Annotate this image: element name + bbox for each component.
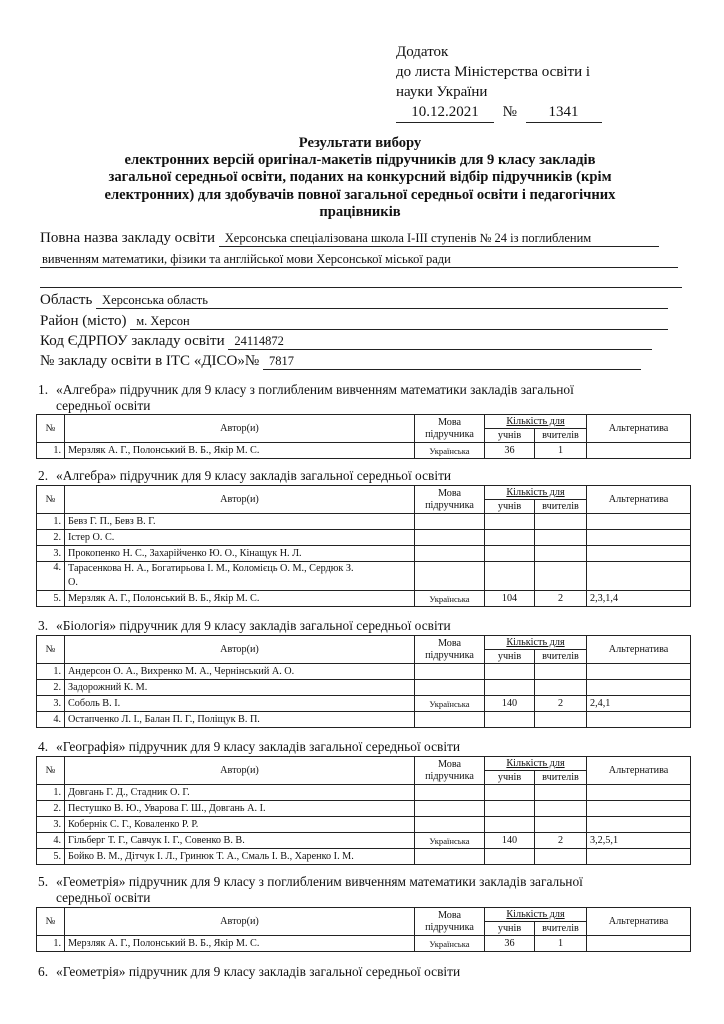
title-line: загальної середньої освіти, поданих на конкурсний відбір підручників (крім	[108, 169, 612, 186]
row-alt: 3,2,5,1	[587, 833, 691, 849]
table-row: 4. Тарасенкова Н. А., Богатирьова І. М., Коломієць О. М., Сердюк З. О.	[37, 562, 691, 591]
district-label: Район (місто)	[40, 313, 127, 329]
row-alt: 2,3,1,4	[587, 591, 691, 607]
annex-line: Додаток	[396, 44, 449, 60]
blank-line	[40, 287, 682, 288]
region-value: Херсонська область	[96, 293, 668, 309]
header-students: учнів	[485, 922, 535, 936]
table-row: 3. Кобернік С. Г., Коваленко Р. Р.	[37, 817, 691, 833]
table-row	[37, 936, 691, 952]
header-author: Автор(и)	[65, 636, 415, 664]
row-lang: Українська	[415, 833, 485, 849]
row-teachers: 1	[535, 936, 587, 952]
header-lang: Мова підручника	[415, 908, 485, 936]
annex-block	[396, 42, 602, 123]
table-row: 1. Андерсон О. А., Вихренко М. А., Чернінський А. О.	[37, 664, 691, 680]
school-name-label: Повна назва закладу освіти	[40, 230, 216, 246]
row-teachers: 2	[535, 591, 587, 607]
section-number: 6.	[38, 964, 49, 979]
header-teachers: вчителів	[535, 429, 587, 443]
section-number: 2.	[38, 468, 49, 483]
annex-date-number	[396, 102, 602, 123]
row-no: 1.	[37, 443, 65, 459]
region-field	[40, 292, 668, 309]
row-students: 36	[485, 443, 535, 459]
header-author: Автор(и)	[65, 415, 415, 443]
row-author: Соболь В. І.	[65, 696, 415, 712]
row-author: Тарасенкова Н. А., Богатирьова І. М., Коломієць О. М., Сердюк З. О.	[65, 562, 415, 591]
document-title	[40, 135, 680, 221]
row-lang: Українська	[415, 591, 485, 607]
header-no: №	[37, 757, 65, 785]
section-title-text: «Геометрія» підручник для 9 класу закладів загальної середньої освіти	[56, 964, 461, 979]
textbook-table	[36, 485, 691, 607]
annex-number: 1341	[526, 102, 602, 123]
section-title-text: «Біологія» підручник для 9 класу закладів загальної середньої освіти	[56, 618, 451, 633]
school-name-field	[40, 230, 659, 247]
row-author: Мерзляк А. Г., Полонський В. Б., Якір М. С.	[65, 591, 415, 607]
row-students: 36	[485, 936, 535, 952]
row-author: Бойко В. М., Дітчук І. Л., Гринюк Т. А., Смаль І. В., Харенко І. М.	[65, 849, 415, 865]
section-title	[38, 964, 688, 980]
header-qty: Кількість для	[485, 757, 587, 771]
section-title-text: «Географія» підручник для 9 класу закладів загальної середньої освіти	[56, 739, 461, 754]
region-label: Область	[40, 292, 93, 308]
annex-line: до листа Міністерства освіти і	[396, 64, 591, 80]
table-row: 3. Прокопенко Н. С., Захарійченко Ю. О., Кінащук Н. Л.	[37, 546, 691, 562]
row-author: Довгань Г. Д., Стадник О. Г.	[65, 785, 415, 801]
section-title	[38, 739, 688, 755]
row-alt: 2,4,1	[587, 696, 691, 712]
header-lang: Мова підручника	[415, 757, 485, 785]
table-row: 4. Остапченко Л. І., Балан П. Г., Поліщук В. П.	[37, 712, 691, 728]
row-author: Істер О. С.	[65, 530, 415, 546]
section-title	[38, 468, 688, 484]
row-author: Мерзляк А. Г., Полонський В. Б., Якір М. С.	[65, 443, 415, 459]
district-field	[40, 313, 668, 330]
title-line: електронних версій оригінал-макетів підручників для 9 класу закладів	[124, 152, 596, 169]
header-teachers: вчителів	[535, 922, 587, 936]
annex-date: 10.12.2021	[396, 102, 494, 123]
table-row: 4. Гільберг Т. Г., Савчук І. Г., Совенко В. В. Українська 140 2 3,2,5,1	[37, 833, 691, 849]
table-row	[37, 443, 691, 459]
header-author: Автор(и)	[65, 908, 415, 936]
school-name-field-2	[40, 251, 678, 268]
header-no: №	[37, 415, 65, 443]
annex-no-label: №	[502, 104, 517, 120]
section-title-text: «Алгебра» підручник для 9 класу закладів загальної середньої освіти	[56, 468, 452, 483]
row-author: Мерзляк А. Г., Полонський В. Б., Якір М. С.	[65, 936, 415, 952]
row-alt	[587, 443, 691, 459]
table-row: 1. Довгань Г. Д., Стадник О. Г.	[37, 785, 691, 801]
section-number: 5.	[38, 874, 49, 889]
table-row: 3. Соболь В. І. Українська 140 2 2,4,1	[37, 696, 691, 712]
row-author: Остапченко Л. І., Балан П. Г., Поліщук В. П.	[65, 712, 415, 728]
row-author: Андерсон О. А., Вихренко М. А., Чернінський А. О.	[65, 664, 415, 680]
header-no: №	[37, 636, 65, 664]
textbook-table	[36, 414, 691, 459]
title-line: Результати вибору	[298, 135, 422, 151]
row-lang: Українська	[415, 443, 485, 459]
section-number: 3.	[38, 618, 49, 633]
row-students: 140	[485, 696, 535, 712]
table-row: 2. Задорожний К. М.	[37, 680, 691, 696]
row-students: 140	[485, 833, 535, 849]
row-teachers: 2	[535, 696, 587, 712]
header-qty: Кількість для	[485, 415, 587, 429]
row-author: Прокопенко Н. С., Захарійченко Ю. О., Кінащук Н. Л.	[65, 546, 415, 562]
header-teachers: вчителів	[535, 500, 587, 514]
textbook-table	[36, 635, 691, 728]
header-alt: Альтернатива	[587, 636, 691, 664]
header-alt: Альтернатива	[587, 415, 691, 443]
edrpou-value: 24114872	[228, 334, 652, 350]
header-qty: Кількість для	[485, 636, 587, 650]
header-no: №	[37, 908, 65, 936]
header-alt: Альтернатива	[587, 908, 691, 936]
row-students: 104	[485, 591, 535, 607]
textbook-table	[36, 756, 691, 865]
header-qty: Кількість для	[485, 486, 587, 500]
row-alt	[587, 936, 691, 952]
row-teachers: 1	[535, 443, 587, 459]
row-author: Бевз Г. П., Бевз В. Г.	[65, 514, 415, 530]
section-title	[38, 382, 688, 414]
row-author: Пестушко В. Ю., Уварова Г. Ш., Довгань А. І.	[65, 801, 415, 817]
row-lang: Українська	[415, 696, 485, 712]
header-author: Автор(и)	[65, 757, 415, 785]
row-no: 1.	[37, 936, 65, 952]
table-row: 1. Бевз Г. П., Бевз В. Г.	[37, 514, 691, 530]
itc-value: 7817	[263, 354, 641, 370]
header-qty: Кількість для	[485, 908, 587, 922]
section-title	[38, 874, 688, 906]
school-name-value: Херсонська спеціалізована школа І-ІІІ ступенів № 24 із поглибленим	[219, 231, 659, 247]
table-row: 5. Бойко В. М., Дітчук І. Л., Гринюк Т. А., Смаль І. В., Харенко І. М.	[37, 849, 691, 865]
header-teachers: вчителів	[535, 771, 587, 785]
section-title-text-2: середньої освіти	[56, 398, 151, 413]
district-value: м. Херсон	[130, 314, 668, 330]
header-alt: Альтернатива	[587, 486, 691, 514]
row-author: Задорожний К. М.	[65, 680, 415, 696]
row-teachers: 2	[535, 833, 587, 849]
table-row: 2. Пестушко В. Ю., Уварова Г. Ш., Довгань А. І.	[37, 801, 691, 817]
section-number: 4.	[38, 739, 49, 754]
annex-line: науки України	[396, 84, 488, 100]
header-author: Автор(и)	[65, 486, 415, 514]
header-lang: Мова підручника	[415, 415, 485, 443]
header-teachers: вчителів	[535, 650, 587, 664]
header-students: учнів	[485, 429, 535, 443]
table-row: 5. Мерзляк А. Г., Полонський В. Б., Якір М. С. Українська 104 2 2,3,1,4	[37, 591, 691, 607]
edrpou-label: Код ЄДРПОУ закладу освіти	[40, 333, 225, 349]
header-students: учнів	[485, 771, 535, 785]
header-no: №	[37, 486, 65, 514]
section-title	[38, 618, 688, 634]
header-students: учнів	[485, 500, 535, 514]
header-lang: Мова підручника	[415, 636, 485, 664]
row-author: Гільберг Т. Г., Савчук І. Г., Совенко В. В.	[65, 833, 415, 849]
textbook-table	[36, 907, 691, 952]
section-title-text: «Алгебра» підручник для 9 класу з поглибленим вивченням математики закладів загальної	[56, 382, 574, 397]
header-students: учнів	[485, 650, 535, 664]
school-name-value-2: вивченням математики, фізики та англійської мови Херсонської міської ради	[40, 252, 678, 268]
row-author: Кобернік С. Г., Коваленко Р. Р.	[65, 817, 415, 833]
header-alt: Альтернатива	[587, 757, 691, 785]
header-lang: Мова підручника	[415, 486, 485, 514]
itc-field	[40, 353, 641, 370]
edrpou-field	[40, 333, 652, 350]
itc-label: № закладу освіти в ІТС «ДІСО»№	[40, 353, 260, 369]
title-line: електронних) для здобувачів повної загальної середньої освіти і педагогічних	[104, 186, 616, 203]
section-title-text: «Геометрія» підручник для 9 класу з поглибленим вивченням математики закладів загальної	[56, 874, 583, 889]
title-line: працівників	[319, 203, 401, 220]
section-title-text-2: середньої освіти	[56, 890, 151, 905]
row-lang: Українська	[415, 936, 485, 952]
section-number: 1.	[38, 382, 49, 397]
table-row: 2. Істер О. С.	[37, 530, 691, 546]
